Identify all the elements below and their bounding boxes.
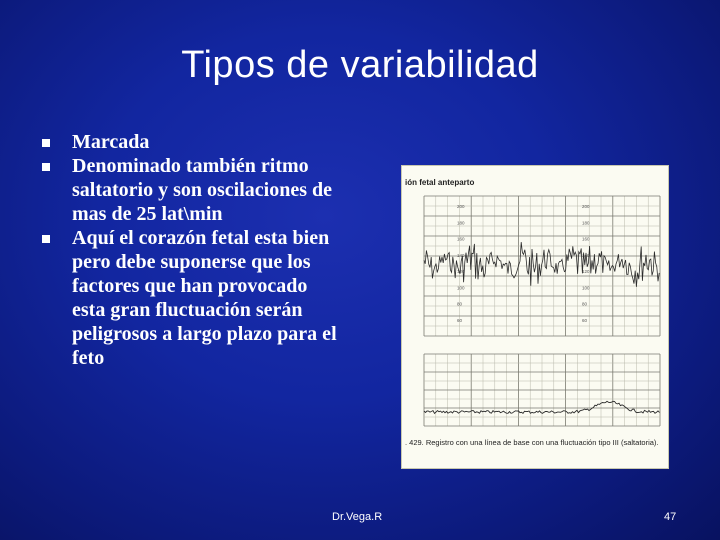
bullet-text: Denominado también ritmo saltatorio y son oscilaciones de mas de 25 lat\min bbox=[72, 155, 332, 225]
ctg-tracing-image bbox=[401, 165, 669, 469]
scale-label: 160 bbox=[457, 236, 465, 242]
bullet-item bbox=[42, 130, 342, 154]
scale-label: 180 bbox=[457, 220, 465, 226]
scale-label: 140 bbox=[582, 252, 590, 258]
scale-label: 60 bbox=[582, 317, 588, 323]
scale-label: 120 bbox=[582, 269, 590, 274]
ctg-tracing-graphic bbox=[402, 166, 668, 468]
scale-label: 200 bbox=[582, 204, 590, 209]
scale-label: 80 bbox=[457, 301, 463, 307]
figure-header: ión fetal anteparto bbox=[405, 178, 475, 187]
figure-caption: . 429. Registro con una línea de base con una fluctuación tipo III (saltatoria). bbox=[405, 438, 659, 447]
footer-author: Dr.Vega.R bbox=[332, 511, 383, 523]
scale-label: 160 bbox=[582, 236, 590, 242]
scale-label: 100 bbox=[457, 285, 465, 291]
square-bullet-icon bbox=[42, 139, 50, 147]
bullet-item bbox=[42, 154, 342, 226]
square-bullet-icon bbox=[42, 163, 50, 171]
scale-label: 60 bbox=[457, 317, 463, 323]
bullet-text: Marcada bbox=[72, 131, 150, 153]
scale-label: 180 bbox=[582, 220, 590, 226]
scale-label: 100 bbox=[582, 285, 590, 291]
scale-label: 80 bbox=[582, 301, 588, 307]
page-number: 47 bbox=[664, 511, 677, 523]
slide-title: Tipos de variabilidad bbox=[181, 44, 539, 86]
bullet-text: Aquí el corazón fetal esta bien pero debe suponerse que los factores que han provocado esta gran fluctuación serán peligrosos a largo plazo para el feto bbox=[72, 227, 337, 369]
bullet-list bbox=[42, 130, 342, 370]
bullet-item bbox=[42, 226, 342, 370]
scale-label: 200 bbox=[457, 204, 465, 209]
scale-label: 120 bbox=[457, 269, 465, 274]
square-bullet-icon bbox=[42, 235, 50, 243]
scale-label: 140 bbox=[457, 252, 465, 258]
